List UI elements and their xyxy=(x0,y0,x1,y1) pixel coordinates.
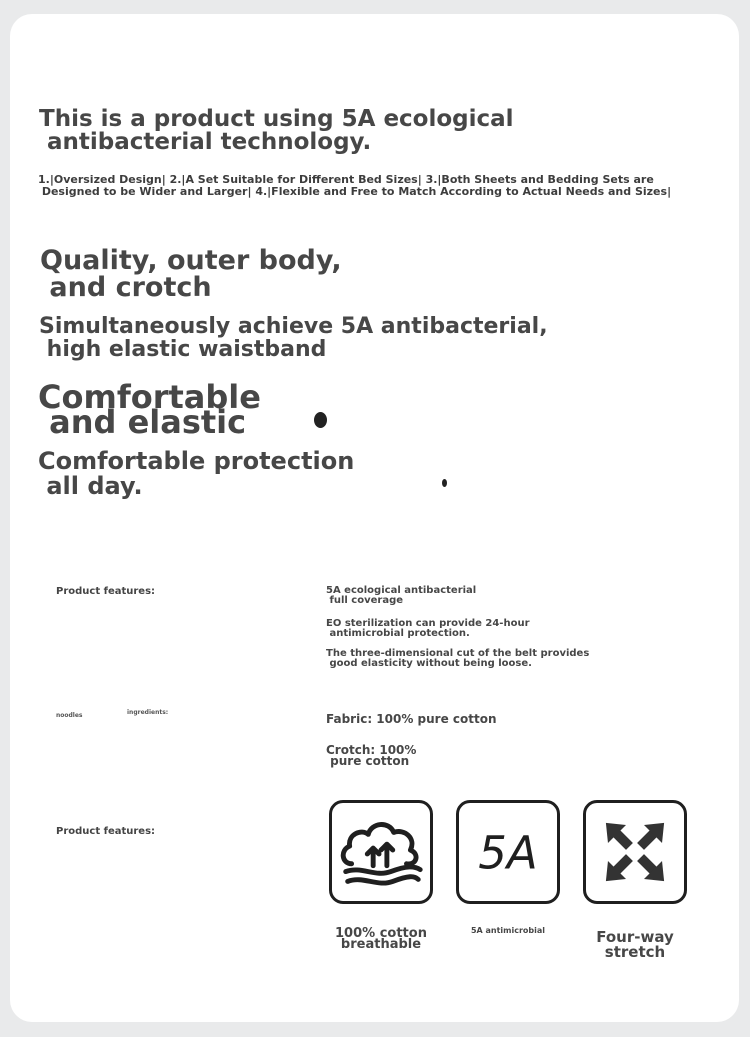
5a-badge-icon xyxy=(456,800,560,904)
product-features-label: Product features: xyxy=(56,586,156,597)
crotch-spec: Crotch: 100% pure cotton xyxy=(326,743,417,768)
icon-label-antimicrobial: 5A antimicrobial xyxy=(470,926,546,935)
ingredients-label: ingredients: xyxy=(127,709,169,716)
feature-item: The three-dimensional cut of the belt provides good elasticity without being loose. xyxy=(326,648,590,669)
feature-summary: 1.|Oversized Design| 2.|A Set Suitable for Different Bed Sizes| 3.|Both Sheets and Bedding Sets are Designed to be Wider and Larger| 4.|Flexible and Free to Match According to Actual Needs and Sizes| xyxy=(38,173,672,198)
speck-mark xyxy=(442,479,447,487)
headline: This is a product using 5A ecological antibacterial technology. xyxy=(39,106,514,155)
cloud-breathable-icon xyxy=(329,800,433,904)
four-way-arrows-icon xyxy=(583,800,687,904)
icon-label-stretch: Four-way stretch xyxy=(596,928,674,961)
5a-badge-text: 5A xyxy=(478,826,538,880)
feature-item: 5A ecological antibacterial full coverage xyxy=(326,585,477,606)
comfort-subtitle: Comfortable protection all day. xyxy=(38,447,355,500)
fabric-spec: Fabric: 100% pure cotton xyxy=(326,712,497,726)
noodles-label: noodles xyxy=(56,712,83,719)
quality-title: Quality, outer body, and crotch xyxy=(40,245,342,303)
icon-label-breathable: 100% cotton breathable xyxy=(335,926,427,952)
quality-subtitle: Simultaneously achieve 5A antibacterial, high elastic waistband xyxy=(39,314,548,362)
feature-item: EO sterilization can provide 24-hour antimicrobial protection. xyxy=(326,618,530,639)
speck-mark xyxy=(314,412,327,428)
product-features-label: Product features: xyxy=(56,826,156,837)
comfort-title: Comfortable and elastic xyxy=(38,378,261,441)
